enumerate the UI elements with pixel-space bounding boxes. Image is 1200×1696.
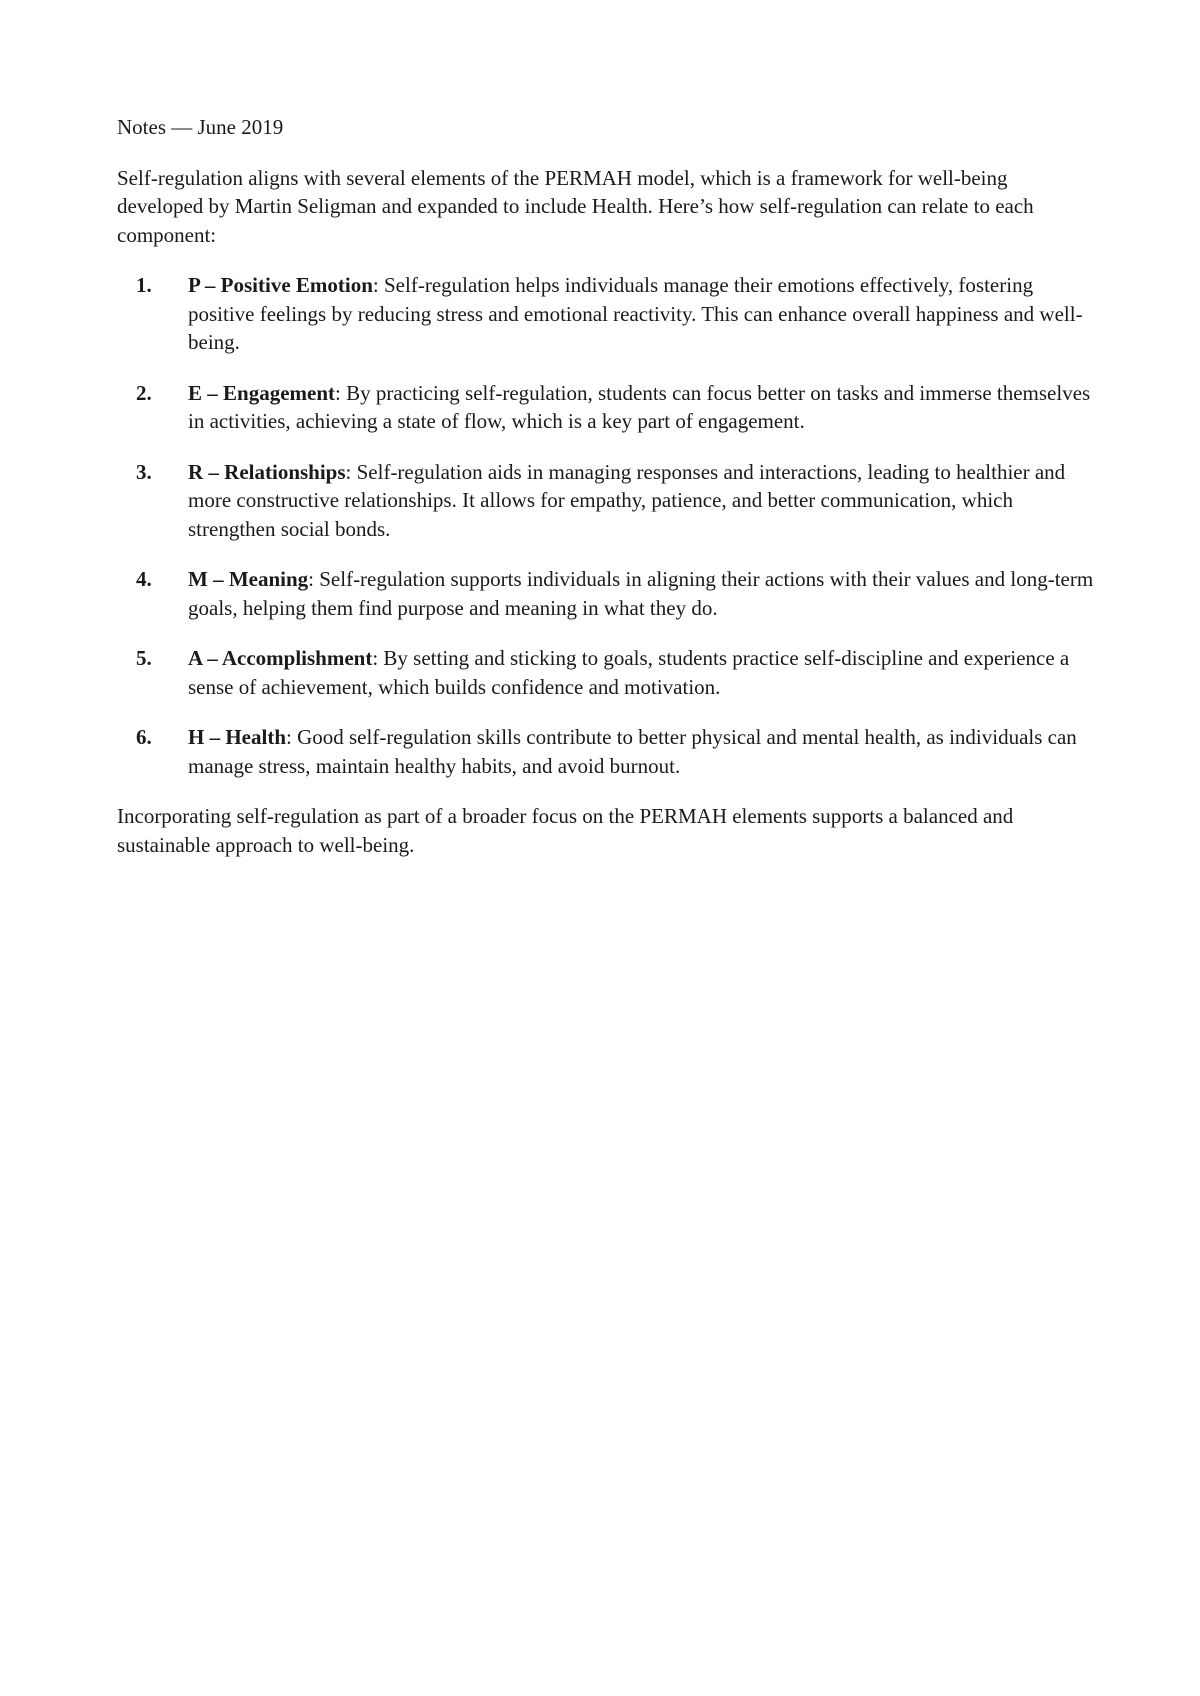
- list-item-term: A – Accomplishment: [188, 646, 373, 670]
- conclusion-paragraph: Incorporating self-regulation as part of a broader focus on the PERMAH elements supports a balanced and sustainable approach to well-being.: [117, 804, 1014, 857]
- document-page: [117, 113, 1097, 859]
- list-item-number: 3.: [136, 459, 152, 484]
- list-item-positive-emotion: [117, 271, 1097, 357]
- list-item-term: M – Meaning: [188, 567, 309, 591]
- list-item-text: : Self-regulation helps individuals manage their emotions effectively, fostering positive feelings by reducing stress and emotional reactivity. This can enhance overall happiness and well-being.: [188, 273, 1083, 354]
- list-item-relationships: [117, 458, 1097, 544]
- intro-paragraph: Self-regulation aligns with several elements of the PERMAH model, which is a framework for well-being developed by Martin Seligman and expanded to include Health. Here’s how self-regulation can relate to each component:: [117, 165, 1034, 247]
- list-item-number: 5.: [136, 646, 152, 670]
- list-item-text: : By setting and sticking to goals, students practice self-discipline and experience a sense of achievement, which builds confidence and motivation.: [188, 646, 1070, 699]
- list-item-term: H – Health: [188, 725, 286, 749]
- list-item-number: 2.: [136, 380, 152, 405]
- list-item-text: : Good self-regulation skills contribute to better physical and mental health, as individuals can manage stress, maintain healthy habits, and avoid burnout.: [188, 725, 1077, 778]
- list-item-meaning: [117, 565, 1097, 622]
- date-line: Notes — June 2019: [117, 115, 284, 139]
- list-item-text: : By practicing self-regulation, students can focus better on tasks and immerse themselves in activities, achieving a state of flow, which is a key part of engagement.: [188, 380, 1091, 433]
- list-item-engagement: [117, 379, 1097, 436]
- list-item-number: 6.: [136, 725, 152, 749]
- permah-list: [117, 271, 1097, 780]
- list-item-number: 1.: [136, 273, 152, 297]
- list-item-number: 4.: [136, 567, 152, 591]
- list-item-term: R – Relationships: [188, 459, 346, 484]
- list-item-accomplishment: [117, 644, 1097, 701]
- list-item-term: E – Engagement: [188, 380, 335, 405]
- list-item-text: : Self-regulation supports individuals in aligning their actions with their values and long-term goals, helping them find purpose and meaning in what they do.: [188, 567, 1094, 620]
- list-item-text: : Self-regulation aids in managing responses and interactions, leading to healthier and more constructive relationships. It allows for empathy, patience, and better communication, which strengthen social bonds.: [188, 459, 1066, 541]
- list-item-health: [117, 723, 1097, 780]
- list-item-term: P – Positive Emotion: [188, 273, 373, 297]
